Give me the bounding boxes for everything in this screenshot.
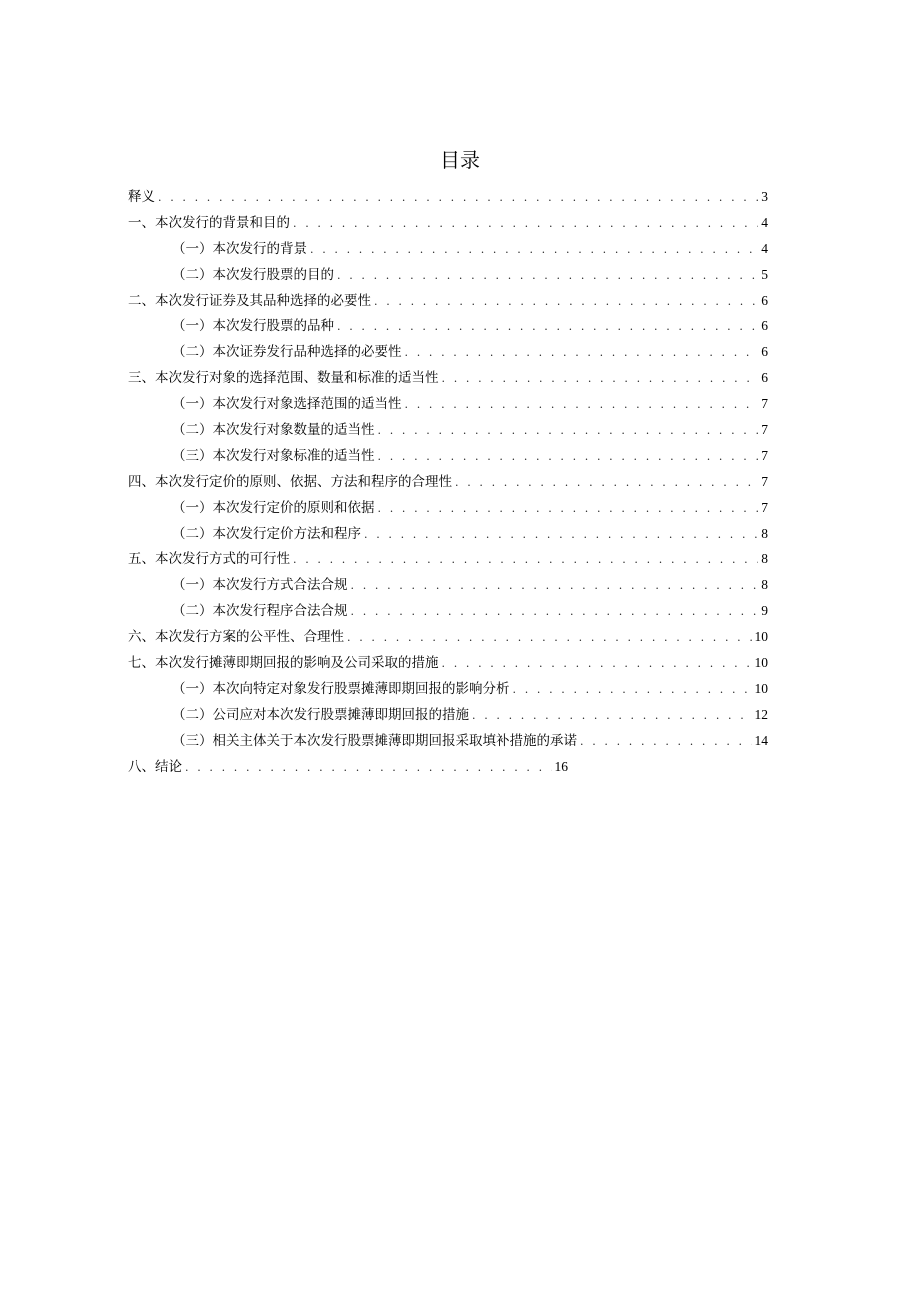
toc-entry-page: 6 — [761, 292, 768, 308]
toc-dot-leader — [293, 547, 758, 573]
toc-entry[interactable] — [128, 572, 768, 598]
toc-entry[interactable] — [128, 754, 568, 780]
toc-title: 目录 — [440, 148, 480, 172]
toc-entry-label: 七、本次发行摊薄即期回报的影响及公司采取的措施 — [128, 655, 439, 672]
toc-entry[interactable] — [128, 184, 768, 210]
toc-dot-leader — [347, 625, 752, 651]
toc-entry-page: 10 — [754, 629, 768, 645]
toc-dot-leader — [442, 651, 752, 677]
toc-entry-page: 16 — [554, 758, 568, 774]
toc-entry-page: 10 — [754, 655, 768, 671]
toc-dot-leader — [378, 418, 759, 444]
toc-entry-label: 释义 — [128, 189, 155, 205]
toc-dot-leader — [351, 573, 759, 599]
toc-entry-page: 14 — [754, 732, 768, 748]
toc-entry-page: 5 — [761, 266, 768, 282]
toc-entry-page: 6 — [761, 370, 768, 386]
toc-dot-leader — [405, 340, 759, 366]
toc-dot-leader — [364, 522, 758, 548]
toc-entry-page: 4 — [761, 214, 768, 230]
toc-entry[interactable] — [128, 702, 768, 728]
toc-entry[interactable] — [128, 443, 768, 469]
toc-dot-leader — [310, 237, 758, 263]
toc-entry-label: （二）公司应对本次发行股票摊薄即期回报的措施 — [172, 706, 469, 723]
toc-entry[interactable] — [128, 339, 768, 365]
toc-dot-leader — [293, 211, 758, 237]
toc-entry-label: （一）本次向特定对象发行股票摊薄即期回报的影响分析 — [172, 680, 510, 697]
toc-entry[interactable] — [128, 624, 768, 650]
toc-entry-label: （三）相关主体关于本次发行股票摊薄即期回报采取填补措施的承诺 — [172, 732, 577, 749]
toc-entry-label: （二）本次发行股票的目的 — [172, 266, 334, 283]
toc-dot-leader — [442, 366, 759, 392]
toc-entry-label: 五、本次发行方式的可行性 — [128, 551, 290, 568]
toc-entry[interactable] — [128, 288, 768, 314]
toc-entry-label: 二、本次发行证券及其品种选择的必要性 — [128, 292, 371, 309]
toc-dot-leader — [405, 392, 759, 418]
toc-entry[interactable] — [128, 313, 768, 339]
toc-entry-page: 10 — [754, 680, 768, 696]
toc-entry-label: 一、本次发行的背景和目的 — [128, 214, 290, 231]
toc-entry[interactable] — [128, 262, 768, 288]
toc-entry-page: 6 — [761, 344, 768, 360]
toc-dot-leader — [580, 729, 752, 755]
toc-entry-label: 四、本次发行定价的原则、依据、方法和程序的合理性 — [128, 473, 452, 490]
toc-entry[interactable] — [128, 469, 768, 495]
toc-entry-label: （一）本次发行对象选择范围的适当性 — [172, 396, 402, 413]
toc-dot-leader — [351, 599, 759, 625]
toc-entry-label: 八、结论 — [128, 758, 182, 775]
toc-entry-label: （二）本次发行对象数量的适当性 — [172, 422, 375, 439]
toc-entry-label: （二）本次证券发行品种选择的必要性 — [172, 344, 402, 361]
toc-entry-label: （一）本次发行方式合法合规 — [172, 577, 348, 594]
toc-entry-page: 7 — [761, 422, 768, 438]
toc-entry[interactable] — [128, 391, 768, 417]
toc-dot-leader — [337, 263, 758, 289]
toc-entry-label: （三）本次发行对象标准的适当性 — [172, 447, 375, 464]
toc-dot-leader — [378, 444, 759, 470]
toc-list — [128, 184, 768, 779]
toc-dot-leader — [337, 314, 758, 340]
toc-entry[interactable] — [128, 210, 768, 236]
toc-entry[interactable] — [128, 365, 768, 391]
toc-entry[interactable] — [128, 728, 768, 754]
toc-entry-label: （一）本次发行定价的原则和依据 — [172, 499, 375, 516]
toc-entry-page: 4 — [761, 240, 768, 256]
toc-dot-leader — [378, 496, 759, 522]
toc-entry-page: 7 — [761, 447, 768, 463]
toc-entry-label: （一）本次发行股票的品种 — [172, 318, 334, 335]
toc-dot-leader — [374, 289, 758, 315]
toc-entry-label: （一）本次发行的背景 — [172, 240, 307, 257]
toc-entry-label: （二）本次发行程序合法合规 — [172, 603, 348, 620]
toc-dot-leader — [472, 703, 752, 729]
toc-entry-page: 6 — [761, 318, 768, 334]
toc-entry-page: 7 — [761, 396, 768, 412]
toc-entry-page: 3 — [761, 189, 768, 204]
toc-entry-page: 8 — [761, 551, 768, 567]
toc-entry[interactable] — [128, 598, 768, 624]
toc-dot-leader — [185, 755, 552, 781]
toc-entry-label: 三、本次发行对象的选择范围、数量和标准的适当性 — [128, 370, 439, 387]
toc-entry-page: 12 — [754, 706, 768, 722]
toc-entry[interactable] — [128, 495, 768, 521]
toc-entry[interactable] — [128, 521, 768, 547]
toc-entry-label: （二）本次发行定价方法和程序 — [172, 525, 361, 542]
toc-entry-page: 8 — [761, 577, 768, 593]
toc-dot-leader — [455, 470, 758, 496]
toc-entry[interactable] — [128, 236, 768, 262]
toc-entry[interactable] — [128, 650, 768, 676]
toc-entry-page: 7 — [761, 499, 768, 515]
toc-entry-page: 9 — [761, 603, 768, 619]
toc-entry[interactable] — [128, 676, 768, 702]
toc-entry[interactable] — [128, 546, 768, 572]
toc-entry-page: 8 — [761, 525, 768, 541]
toc-entry[interactable] — [128, 417, 768, 443]
toc-dot-leader — [513, 677, 752, 703]
toc-dot-leader — [158, 185, 758, 211]
toc-entry-page: 7 — [761, 473, 768, 489]
toc-entry-label: 六、本次发行方案的公平性、合理性 — [128, 629, 344, 646]
